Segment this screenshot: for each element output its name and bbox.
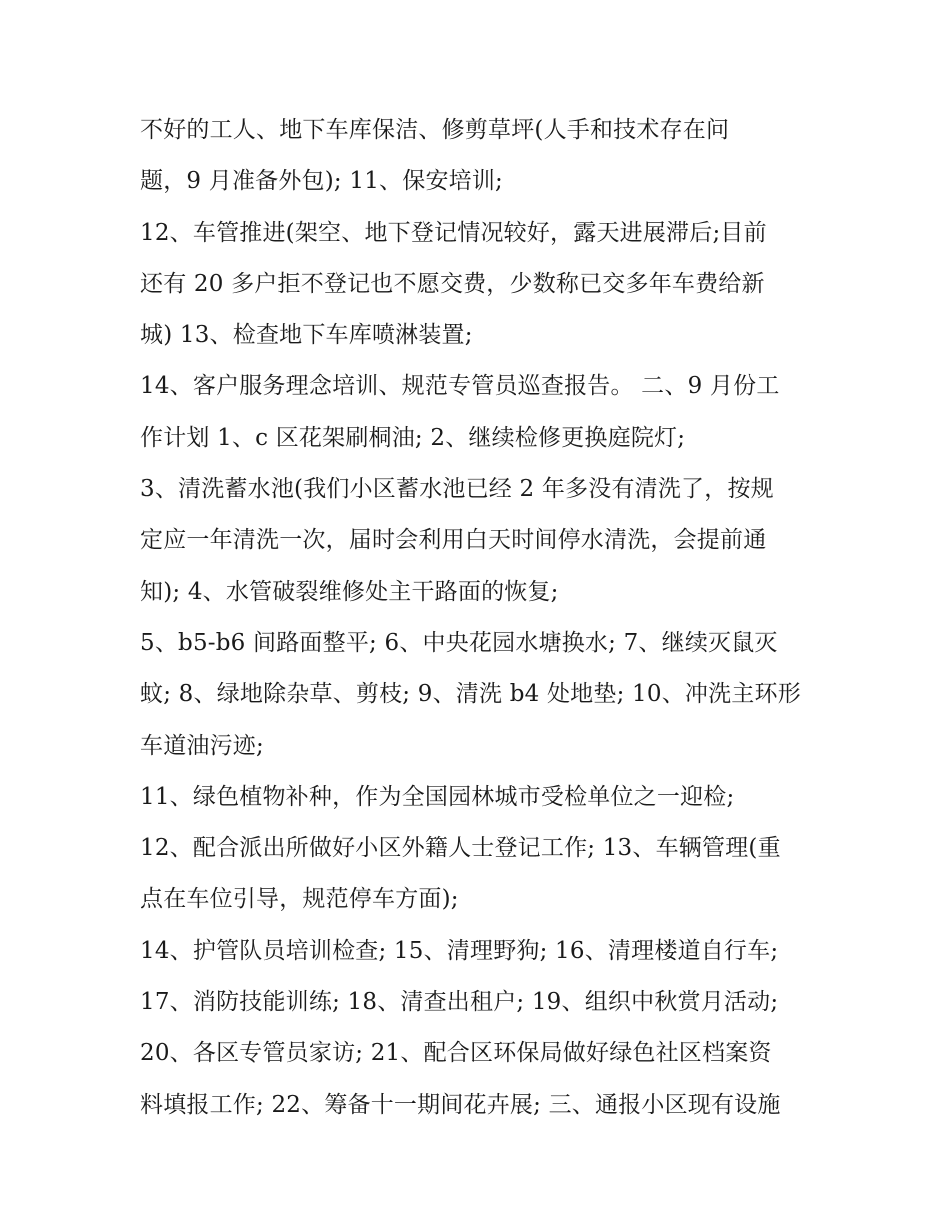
text-line: 17、消防技能训练; 18、清查出租户; 19、组织中秋赏月活动; [140,989,779,1016]
text-line: 车道油污迹; [140,732,264,759]
text-line: 城) 13、检查地下车库喷淋装置; [140,322,473,349]
text-line: 12、车管推进(架空、地下登记情况较好，露天进展滞后;目前 [140,219,767,246]
text-line: 14、客户服务理念培训、规范专管员巡查报告。 二、9 月份工 [140,373,780,400]
text-line: 点在车位引导，规范停车方面); [140,886,459,913]
text-line: 20、各区专管员家访; 21、配合区环保局做好绿色社区档案资 [140,1040,772,1067]
text-line: 3、清洗蓄水池(我们小区蓄水池已经 2 年多没有清洗了，按规 [140,476,774,503]
text-line: 12、配合派出所做好小区外籍人士登记工作; 13、车辆管理(重 [140,835,781,862]
text-line: 蚊; 8、绿地除杂草、剪枝; 9、清洗 b4 处地垫; 10、冲洗主环形 [140,681,801,708]
text-line: 知); 4、水管破裂维修处主干路面的恢复; [140,578,559,605]
text-line: 定应一年清洗一次，届时会利用白天时间停水清洗，会提前通 [140,527,767,554]
text-line: 还有 20 多户拒不登记也不愿交费，少数称已交多年车费给新 [140,270,765,297]
document-body [140,105,820,1131]
text-line: 14、护管队员培训检查; 15、清理野狗; 16、清理楼道自行车; [140,937,779,964]
text-line: 11、绿色植物补种，作为全国园林城市受检单位之一迎检; [140,783,735,810]
text-line: 5、b5-b6 间路面整平; 6、中央花园水塘换水; 7、继续灭鼠灭 [140,629,778,656]
text-line: 作计划 1、c 区花架刷桐油; 2、继续检修更换庭院灯; [140,424,686,451]
text-line: 不好的工人、地下车库保洁、修剪草坪(人手和技术存在问 [140,117,730,143]
text-line: 料填报工作; 22、筹备十一期间花卉展; 三、通报小区现有设施 [140,1091,781,1118]
text-line: 题，9 月准备外包); 11、保安培训; [140,168,503,195]
